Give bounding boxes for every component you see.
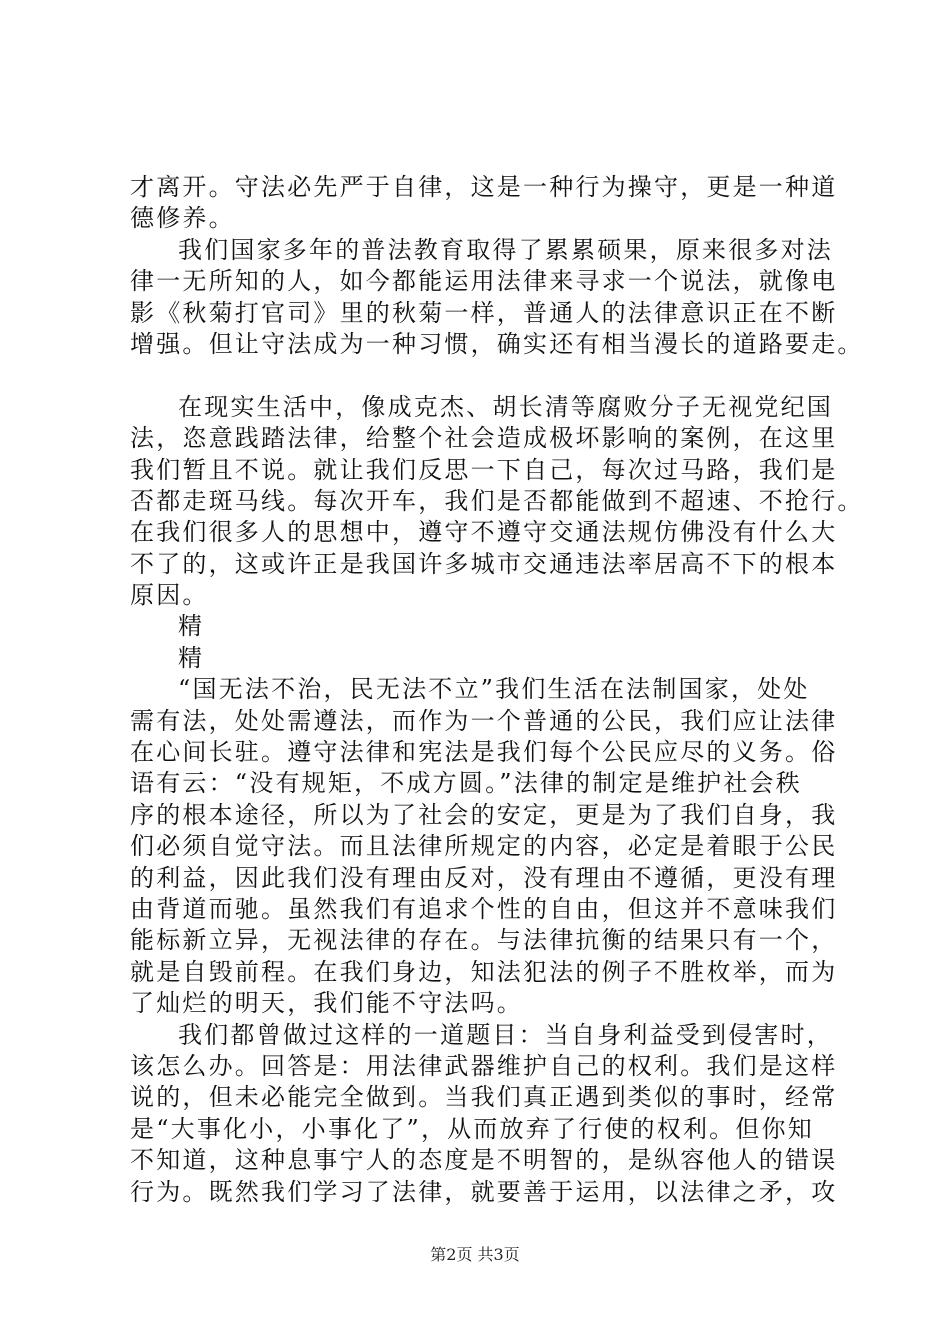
page-number-footer: 第2页 共3页 [430, 1245, 520, 1264]
text-line: 就是自毁前程。在我们身边，知法犯法的例子不胜枚举，而为 [130, 957, 838, 986]
text-line: 在我们很多人的思想中，遵守不遵守交通法规仿佛没有什么大 [130, 518, 838, 547]
text-line: 该怎么办。回答是：用法律武器维护自己的权利。我们是这样 [130, 1051, 838, 1080]
text-line: 在现实生活中，像成克杰、胡长清等腐败分子无视党纪国 [178, 392, 833, 421]
text-line: 需有法，处处需遵法，而作为一个普通的公民，我们应让法律 [130, 706, 838, 735]
text-line: 影《秋菊打官司》里的秋菊一样，普通人的法律意识正在不断 [130, 298, 838, 327]
text-line: 我们都曾做过这样的一道题目：当自身利益受到侵害时， [178, 1020, 833, 1049]
text-line: 是“大事化小，小事化了”，从而放弃了行使的权利。但你知 [130, 1114, 814, 1143]
text-line: 在心间长驻。遵守法律和宪法是我们每个公民应尽的义务。俗 [130, 738, 838, 767]
text-line: 语有云：“没有规矩，不成方圆。”法律的制定是维护社会秩 [130, 769, 802, 798]
text-line: 法，恣意践踏法律，给整个社会造成极坏影响的案例，在这里 [130, 424, 838, 453]
text-line: 了灿烂的明天，我们能不守法吗。 [130, 989, 523, 1018]
text-line: 不知道，这种息事宁人的态度是不明智的，是纵容他人的错误 [130, 1146, 838, 1175]
text-line: 说的，但未必能完全做到。当我们真正遇到类似的事时，经常 [130, 1083, 838, 1112]
text-line: 德修养。 [130, 204, 235, 233]
text-line: 精 [178, 612, 205, 641]
text-line: 由背道而驰。虽然我们有追求个性的自由，但这并不意味我们 [130, 894, 838, 923]
paragraph-gap [130, 360, 830, 391]
text-line: 我们国家多年的普法教育取得了累累硕果，原来很多对法 [178, 235, 833, 264]
body-text [130, 172, 864, 1208]
text-line: 我们暂且不说。就让我们反思一下自己，每次过马路，我们是 [130, 455, 838, 484]
text-line: “国无法不治，民无法不立”我们生活在法制国家，处处 [178, 675, 810, 704]
text-line: 能标新立异，无视法律的存在。与法律抗衡的结果只有一个， [130, 926, 838, 955]
text-line: 增强。但让守法成为一种习惯，确实还有相当漫长的道路要走。 [130, 329, 864, 358]
text-line: 序的根本途径，所以为了社会的安定，更是为了我们自身，我 [130, 800, 838, 829]
text-line: 不了的，这或许正是我国许多城市交通违法率居高不下的根本 [130, 549, 838, 578]
text-line: 的利益，因此我们没有理由反对，没有理由不遵循，更没有理 [130, 863, 838, 892]
text-line: 原因。 [130, 581, 209, 610]
text-line: 否都走斑马线。每次开车，我们是否都能做到不超速、不抢行。 [130, 486, 864, 515]
text-line: 精 [178, 643, 205, 672]
text-line: 律一无所知的人，如今都能运用法律来寻求一个说法，就像电 [130, 267, 838, 296]
text-line: 才离开。守法必先严于自律，这是一种行为操守，更是一种道 [130, 173, 838, 201]
text-line: 们必须自觉守法。而且法律所规定的内容，必定是着眼于公民 [130, 832, 838, 861]
text-line: 行为。既然我们学习了法律，就要善于运用，以法律之矛，攻 [130, 1177, 838, 1206]
